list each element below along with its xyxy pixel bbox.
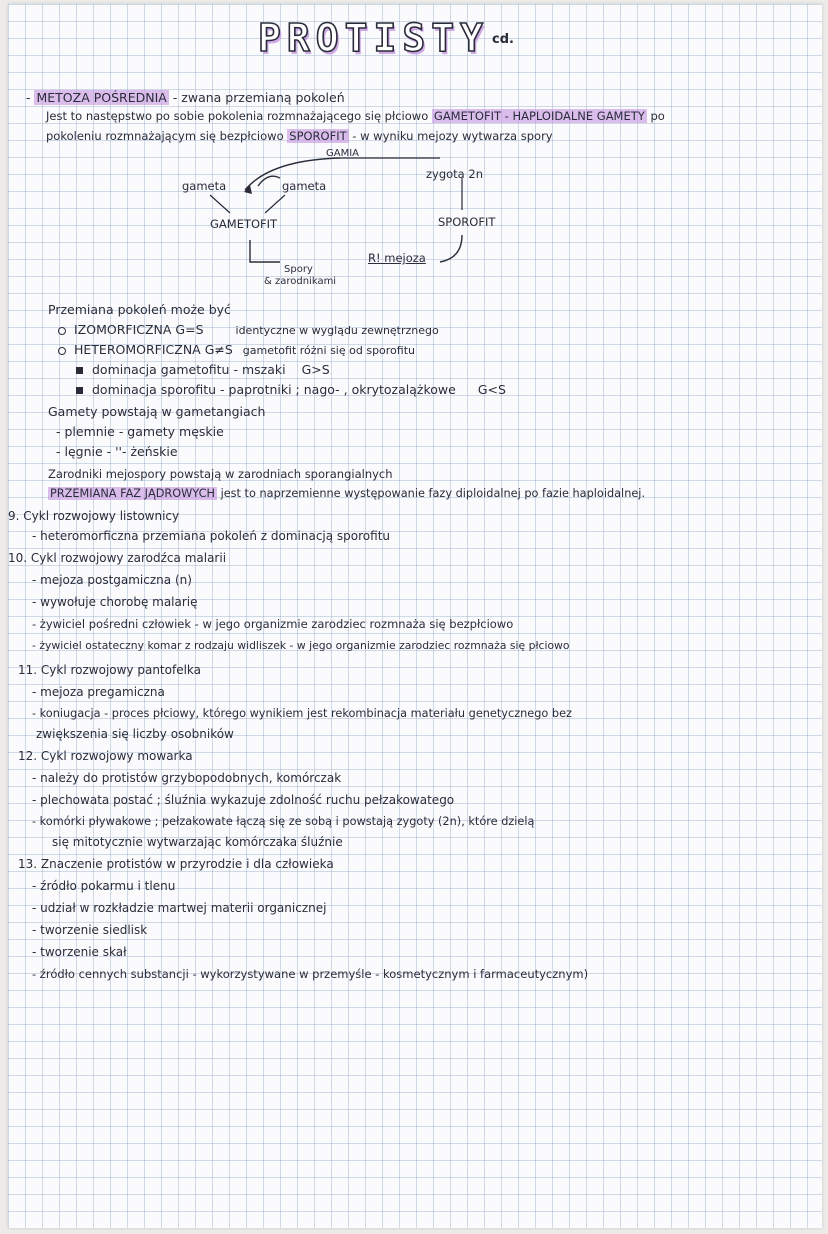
title-suffix: cd. bbox=[492, 32, 514, 47]
meioza-line1b: GAMETOFIT - HAPLOIDALNE GAMETY bbox=[433, 109, 645, 123]
zarodniki-line: Zarodniki mejospory powstają w zarodniach sporangialnych bbox=[48, 467, 393, 481]
dom-s-rel: G<S bbox=[477, 382, 506, 397]
square-bullet-icon bbox=[76, 367, 83, 374]
legnie-line: - lęgnie - ''- żeńskie bbox=[56, 444, 178, 459]
list-item: - udział w rozkładzie martwej materii organicznej bbox=[32, 901, 327, 915]
meioza-heading-rest: - zwana przemianą pokoleń bbox=[172, 90, 345, 105]
dom-s-line bbox=[76, 382, 506, 398]
sporofit-label: SPOROFIT bbox=[438, 215, 496, 229]
list-item: się mitotycznie wytwarzając komórczaka śluźnie bbox=[52, 835, 343, 849]
meioza-line2a: pokoleniu rozmnażającym się bezpłciowo bbox=[46, 129, 284, 143]
zygota-label: zygota 2n bbox=[426, 167, 483, 181]
dom-g-rel: G>S bbox=[301, 362, 330, 377]
list-item: - żywiciel ostateczny komar z rodzaju widliszek - w jego organizmie zarodziec rozmnaża się płciowo bbox=[32, 639, 570, 652]
faz-line bbox=[48, 486, 645, 502]
list-item: - tworzenie siedlisk bbox=[32, 923, 148, 937]
list-item: zwiększenia się liczby osobników bbox=[36, 727, 234, 741]
list-item: - źródło pokarmu i tlenu bbox=[32, 879, 176, 893]
list-item: - koniugacja - proces płciowy, którego wynikiem jest rekombinacja materiału genetycznego bez bbox=[32, 707, 572, 720]
meioza-line2c: - w wyniku mejozy wytwarza spory bbox=[352, 129, 553, 143]
gameta-left-label: gameta bbox=[182, 179, 227, 193]
hetero-label: HETEROMORFICZNA G≠S bbox=[73, 342, 233, 357]
list-item: 13. Znaczenie protistów w przyrodzie i dla człowieka bbox=[18, 857, 334, 871]
meioza-heading-line: - METOZA POŚREDNIA - zwana przemianą pokoleń bbox=[26, 90, 345, 105]
list-item: - plechowata postać ; śluźnia wykazuje zdolność ruchu pełzakowatego bbox=[32, 793, 455, 807]
bullet-icon bbox=[58, 347, 66, 355]
izo-label: IZOMORFICZNA G=S bbox=[73, 322, 204, 337]
list-item: 12. Cykl rozwojowy mowarka bbox=[18, 749, 193, 763]
plemnie-line: - plemnie - gamety męskie bbox=[56, 424, 224, 439]
list-item: - mejoza postgamiczna (n) bbox=[32, 573, 192, 587]
gamia-label: GAMIA bbox=[326, 148, 360, 159]
list-item: - mejoza pregamiczna bbox=[32, 685, 165, 699]
faz-rest: jest to naprzemienne występowanie fazy diploidalnej po fazie haploidalnej. bbox=[220, 487, 646, 500]
gameta-right-label: gameta bbox=[282, 179, 327, 193]
meioza-line1c: po bbox=[650, 109, 665, 123]
list-item: 11. Cykl rozwojowy pantofelka bbox=[18, 663, 202, 677]
spory-label: Spory bbox=[284, 264, 313, 275]
page-title: PROTISTY bbox=[258, 16, 490, 60]
hetero-line bbox=[58, 342, 415, 359]
meioza-line2b: SPOROFIT bbox=[289, 129, 347, 143]
bullet-icon bbox=[58, 327, 66, 335]
meioza-heading: METOZA POŚREDNIA bbox=[36, 90, 167, 105]
gamety-line: Gamety powstają w gametangiach bbox=[48, 404, 266, 419]
list-item: - wywołuje chorobę malarię bbox=[32, 595, 198, 609]
list-item: - heteromorficzna przemiana pokoleń z dominacją sporofitu bbox=[32, 529, 391, 543]
mejoza-label: R! mejoza bbox=[368, 251, 426, 265]
list-item: 9. Cykl rozwojowy listownicy bbox=[8, 509, 180, 523]
dom-s: dominacja sporofitu - paprotniki ; nago- , okrytozalążkowe bbox=[91, 382, 456, 397]
izo-desc: identyczne w wyglądu zewnętrznego bbox=[235, 324, 439, 337]
przemiana-intro: Przemiana pokoleń może być bbox=[48, 302, 231, 317]
list-item: 10. Cykl rozwojowy zarodźca malarii bbox=[8, 551, 227, 565]
faz-label: PRZEMIANA FAZ JĄDROWYCH bbox=[50, 487, 215, 500]
izo-line bbox=[58, 322, 439, 339]
square-bullet-icon bbox=[76, 387, 83, 394]
hetero-desc: gametofit różni się od sporofitu bbox=[242, 344, 416, 357]
list-item: - źródło cennych substancji - wykorzystywane w przemyśle - kosmetycznym i farmaceutycznym) bbox=[32, 967, 589, 981]
list-item: - żywiciel pośredni człowiek - w jego organizmie zarodziec rozmnaża się bezpłciowo bbox=[32, 617, 514, 631]
life-cycle-diagram bbox=[0, 0, 828, 320]
zarodniki-label: & zarodnikami bbox=[264, 276, 337, 287]
dom-g-line bbox=[76, 362, 330, 378]
gametofit-label: GAMETOFIT bbox=[210, 217, 278, 231]
meioza-line1a: Jest to następstwo po sobie pokolenia rozmnażającego się płciowo bbox=[46, 109, 429, 123]
list-item: - należy do protistów grzybopodobnych, komórczak bbox=[32, 771, 342, 785]
dom-g: dominacja gametofitu - mszaki bbox=[91, 362, 286, 377]
list-item: - komórki pływakowe ; pełzakowate łączą się ze sobą i powstają zygoty (2n), które dzielą bbox=[32, 815, 535, 828]
list-item: - tworzenie skał bbox=[32, 945, 127, 959]
